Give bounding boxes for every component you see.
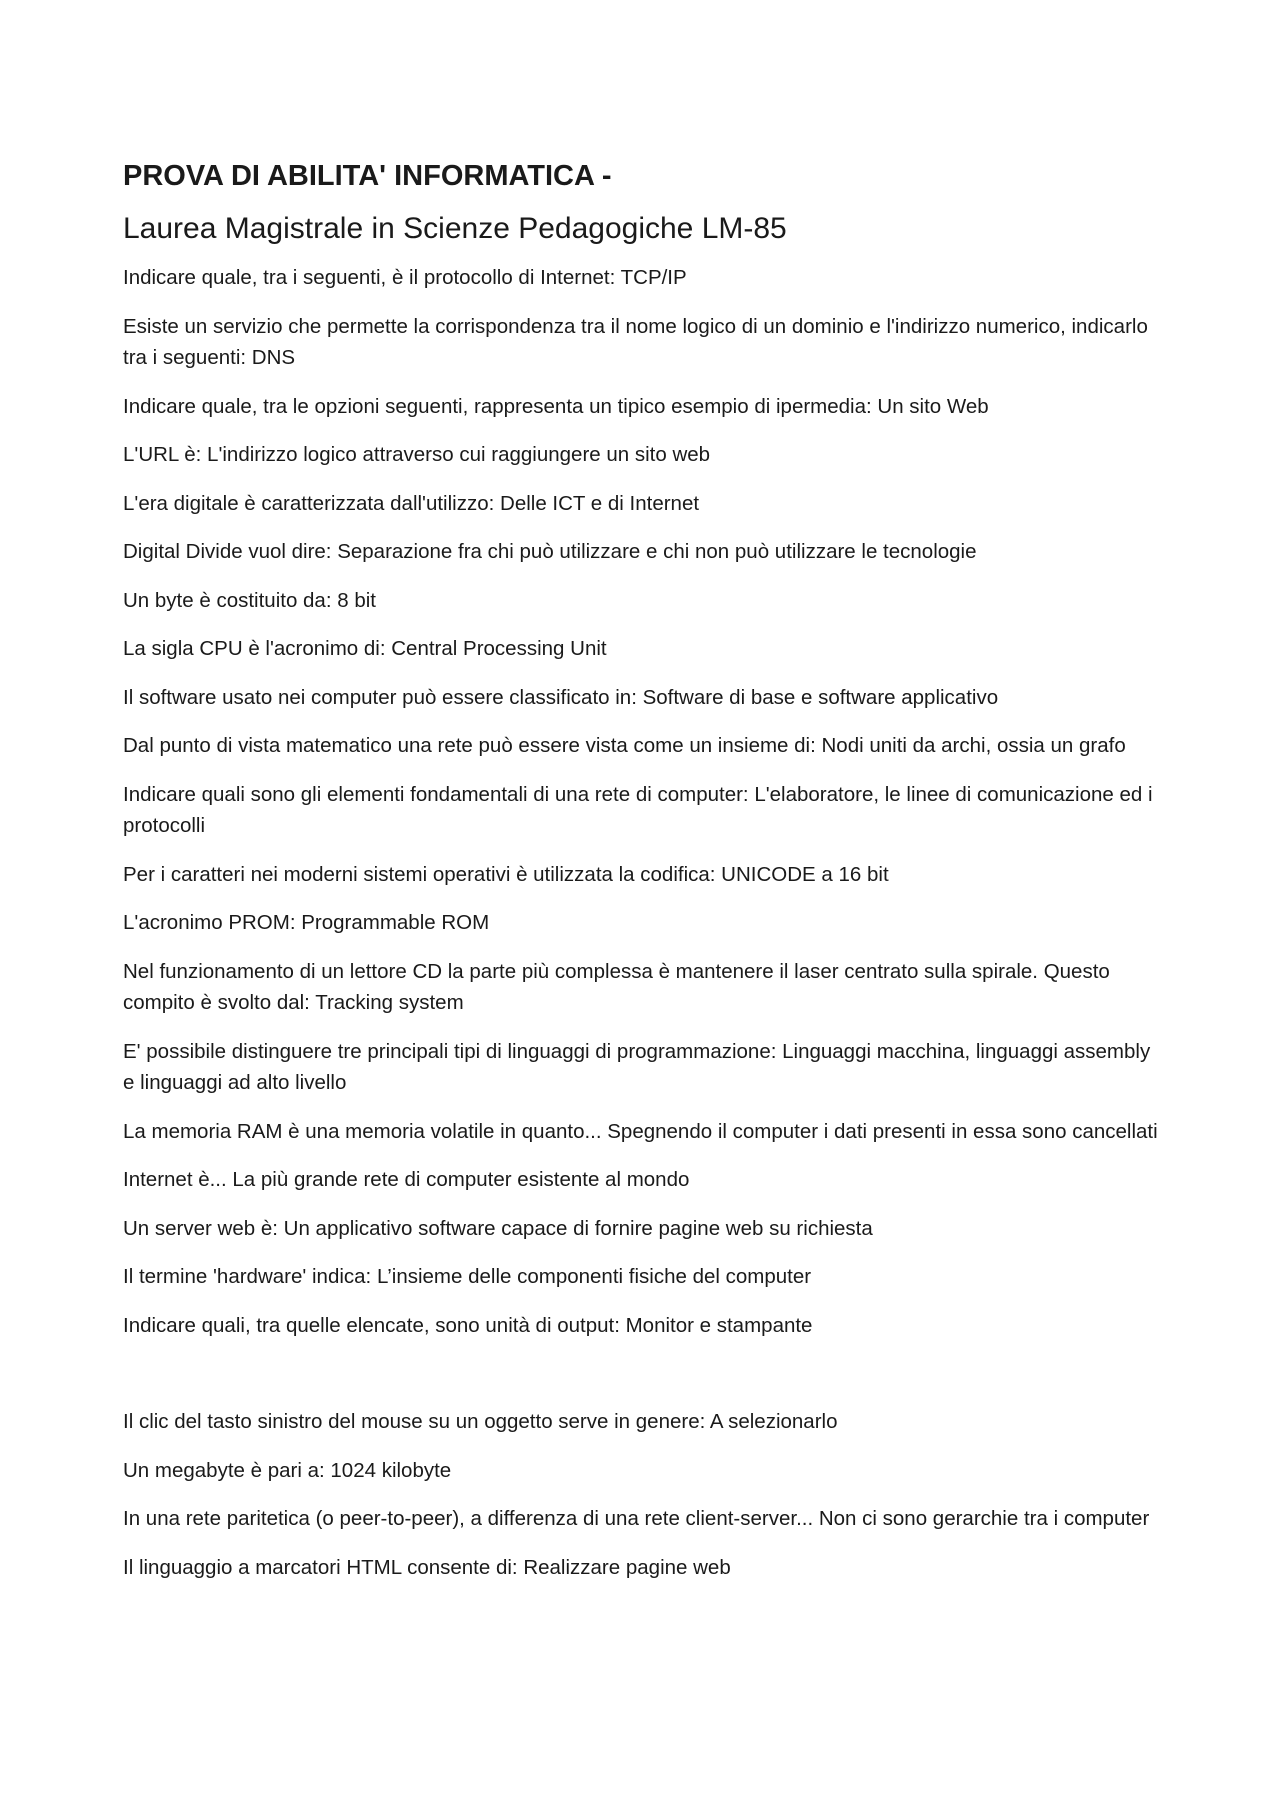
- qa-item: Nel funzionamento di un lettore CD la parte più complessa è mantenere il laser centrato sulla spirale. Questo compito è svolto dal: Tracking system: [123, 959, 1110, 1014]
- qa-list-part2: [123, 1406, 1163, 1583]
- qa-item: In una rete paritetica (o peer-to-peer), a differenza di una rete client-server... Non ci sono gerarchie tra i computer: [123, 1507, 1150, 1530]
- document-page: [123, 158, 1163, 1600]
- qa-item: La memoria RAM è una memoria volatile in quanto... Spegnendo il computer i dati presenti in essa sono cancellati: [123, 1119, 1158, 1143]
- qa-item: L'URL è: L'indirizzo logico attraverso cui raggiungere un sito web: [123, 443, 711, 466]
- qa-list-part1: [123, 262, 1163, 1341]
- qa-item: Il linguaggio a marcatori HTML consente di: Realizzare pagine web: [123, 1555, 731, 1579]
- qa-item: Esiste un servizio che permette la corrispondenza tra il nome logico di un dominio e l'indirizzo numerico, indicarlo tra i seguenti: DNS: [123, 314, 1148, 369]
- document-title: PROVA DI ABILITA' INFORMATICA -: [123, 160, 612, 192]
- qa-item: Indicare quali sono gli elementi fondamentali di una rete di computer: L'elaboratore, le linee di comunicazione ed i protocolli: [123, 782, 1153, 837]
- qa-item: L'era digitale è caratterizzata dall'utilizzo: Delle ICT e di Internet: [123, 491, 700, 515]
- qa-item: Indicare quali, tra quelle elencate, sono unità di output: Monitor e stampante: [123, 1313, 813, 1337]
- section-gap: [123, 1358, 1163, 1406]
- qa-item: Un megabyte è pari a: 1024 kilobyte: [123, 1458, 452, 1482]
- qa-item: Indicare quale, tra i seguenti, è il protocollo di Internet: TCP/IP: [123, 266, 687, 289]
- qa-item: Internet è... La più grande rete di computer esistente al mondo: [123, 1168, 690, 1191]
- qa-item: Un byte è costituito da: 8 bit: [123, 588, 376, 612]
- qa-item: Digital Divide vuol dire: Separazione fra chi può utilizzare e chi non può utilizzare le tecnologie: [123, 540, 977, 563]
- qa-item: Il software usato nei computer può essere classificato in: Software di base e software applicativo: [123, 685, 999, 709]
- qa-item: Un server web è: Un applicativo software capace di fornire pagine web su richiesta: [123, 1216, 873, 1240]
- qa-item: L'acronimo PROM: Programmable ROM: [123, 911, 490, 934]
- qa-item: Il termine 'hardware' indica: L’insieme delle componenti fisiche del computer: [123, 1265, 812, 1288]
- qa-item: E' possibile distinguere tre principali tipi di linguaggi di programmazione: Linguaggi macchina, linguaggi assembly e linguaggi ad alto livello: [123, 1039, 1151, 1094]
- document-subtitle: Laurea Magistrale in Scienze Pedagogiche LM-85: [123, 212, 787, 245]
- qa-item: La sigla CPU è l'acronimo di: Central Processing Unit: [123, 637, 607, 660]
- qa-item: Per i caratteri nei moderni sistemi operativi è utilizzata la codifica: UNICODE a 16 bit: [123, 862, 889, 886]
- qa-item: Dal punto di vista matematico una rete può essere vista come un insieme di: Nodi uniti da archi, ossia un grafo: [123, 734, 1126, 757]
- qa-item: Indicare quale, tra le opzioni seguenti, rappresenta un tipico esempio di ipermedia: Un sito Web: [123, 394, 989, 418]
- qa-item: Il clic del tasto sinistro del mouse su un oggetto serve in genere: A selezionarlo: [123, 1410, 838, 1433]
